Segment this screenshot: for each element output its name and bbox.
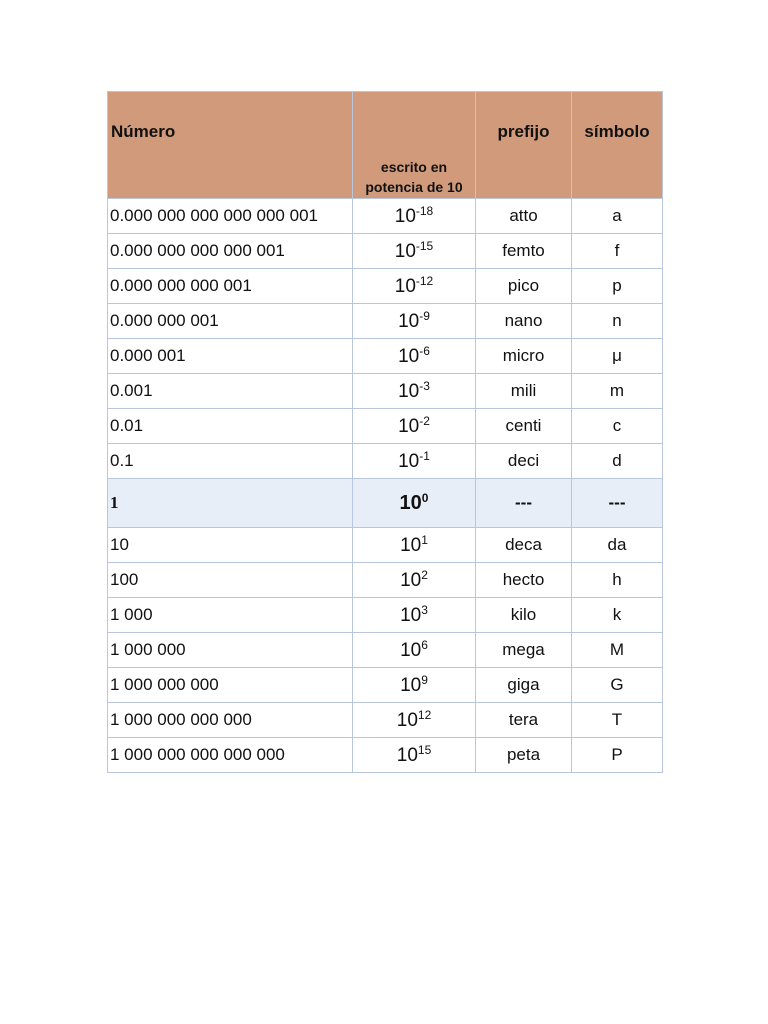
- table-row: [108, 633, 663, 668]
- cell-prefijo: mili: [476, 374, 572, 409]
- power-exponent: -12: [415, 274, 434, 288]
- cell-prefijo: tera: [476, 703, 572, 738]
- table-row: [108, 528, 663, 563]
- table-row: [108, 444, 663, 479]
- cell-simbolo: d: [572, 444, 663, 479]
- power-base: 10: [400, 640, 422, 661]
- cell-prefijo: deca: [476, 528, 572, 563]
- power-exponent: 9: [421, 673, 428, 687]
- power-exponent: 15: [417, 743, 432, 757]
- cell-prefijo: mega: [476, 633, 572, 668]
- cell-potencia: [353, 528, 476, 563]
- cell-prefijo: giga: [476, 668, 572, 703]
- cell-numero: 1 000 000 000 000: [108, 703, 353, 738]
- power-exponent: 2: [421, 568, 428, 582]
- cell-simbolo: da: [572, 528, 663, 563]
- cell-potencia: [353, 409, 476, 444]
- cell-numero: 1 000: [108, 598, 353, 633]
- cell-potencia: [353, 563, 476, 598]
- cell-prefijo: pico: [476, 269, 572, 304]
- power-base: 10: [394, 206, 416, 227]
- power-base: 10: [398, 381, 420, 402]
- table-row: [108, 199, 663, 234]
- cell-prefijo: hecto: [476, 563, 572, 598]
- table-body: [108, 199, 663, 773]
- cell-simbolo: n: [572, 304, 663, 339]
- cell-numero: 0.000 000 000 000 001: [108, 234, 353, 269]
- cell-simbolo: c: [572, 409, 663, 444]
- cell-potencia: [353, 199, 476, 234]
- power-exponent: 6: [421, 638, 428, 652]
- cell-numero: 0.01: [108, 409, 353, 444]
- cell-prefijo: nano: [476, 304, 572, 339]
- si-prefix-table: [107, 91, 663, 773]
- table-row: [108, 668, 663, 703]
- power-base: 10: [394, 241, 416, 262]
- power-exponent: 3: [421, 603, 428, 617]
- header-numero: Número: [108, 92, 353, 199]
- cell-prefijo: peta: [476, 738, 572, 773]
- cell-prefijo: centi: [476, 409, 572, 444]
- power-exponent: -15: [415, 239, 434, 253]
- table-row: [108, 409, 663, 444]
- cell-prefijo: micro: [476, 339, 572, 374]
- power-base: 10: [400, 570, 422, 591]
- cell-potencia: [353, 703, 476, 738]
- cell-potencia: [353, 633, 476, 668]
- cell-potencia: [353, 738, 476, 773]
- cell-numero: 0.000 000 000 000 000 001: [108, 199, 353, 234]
- cell-numero: 0.000 000 001: [108, 304, 353, 339]
- cell-potencia: [353, 479, 476, 528]
- cell-potencia: [353, 374, 476, 409]
- cell-numero: 1 000 000: [108, 633, 353, 668]
- table-row: [108, 304, 663, 339]
- cell-numero: 1: [108, 479, 353, 528]
- cell-numero: 10: [108, 528, 353, 563]
- power-exponent: 1: [421, 533, 428, 547]
- table-row: [108, 269, 663, 304]
- header-row: [108, 92, 663, 199]
- table-header: [108, 92, 663, 199]
- table-row: [108, 339, 663, 374]
- header-potencia: escrito en potencia de 10: [353, 92, 476, 199]
- cell-numero: 100: [108, 563, 353, 598]
- cell-potencia: [353, 304, 476, 339]
- cell-numero: 1 000 000 000: [108, 668, 353, 703]
- table-row: [108, 374, 663, 409]
- cell-potencia: [353, 444, 476, 479]
- cell-numero: 0.1: [108, 444, 353, 479]
- cell-potencia: [353, 668, 476, 703]
- cell-potencia: [353, 234, 476, 269]
- cell-prefijo: deci: [476, 444, 572, 479]
- cell-potencia: [353, 269, 476, 304]
- power-base: 10: [394, 276, 416, 297]
- cell-simbolo: k: [572, 598, 663, 633]
- cell-potencia: [353, 598, 476, 633]
- power-base: 10: [398, 416, 420, 437]
- table-row: [108, 598, 663, 633]
- cell-numero: 0.000 001: [108, 339, 353, 374]
- cell-simbolo: M: [572, 633, 663, 668]
- cell-simbolo: f: [572, 234, 663, 269]
- power-exponent: -6: [419, 344, 430, 358]
- header-simbolo: símbolo: [572, 92, 663, 199]
- power-exponent: -3: [419, 379, 430, 393]
- power-exponent: 12: [417, 708, 432, 722]
- cell-prefijo: kilo: [476, 598, 572, 633]
- power-exponent: -1: [419, 449, 430, 463]
- power-base: 10: [398, 311, 420, 332]
- cell-simbolo: P: [572, 738, 663, 773]
- power-base: 10: [400, 535, 422, 556]
- power-base: 10: [400, 605, 422, 626]
- cell-numero: 0.001: [108, 374, 353, 409]
- power-exponent: -18: [415, 204, 434, 218]
- cell-simbolo: T: [572, 703, 663, 738]
- power-base: 10: [400, 675, 422, 696]
- cell-potencia: [353, 339, 476, 374]
- cell-prefijo: femto: [476, 234, 572, 269]
- power-base: 10: [399, 492, 422, 514]
- header-prefijo: prefijo: [476, 92, 572, 199]
- table-row: [108, 563, 663, 598]
- cell-simbolo: ---: [572, 479, 663, 528]
- power-exponent: 0: [421, 491, 429, 505]
- power-base: 10: [396, 710, 418, 731]
- table-row: [108, 479, 663, 528]
- cell-numero: 0.000 000 000 001: [108, 269, 353, 304]
- cell-simbolo: a: [572, 199, 663, 234]
- cell-prefijo: atto: [476, 199, 572, 234]
- table-row: [108, 234, 663, 269]
- power-base: 10: [398, 346, 420, 367]
- power-exponent: -9: [419, 309, 430, 323]
- cell-simbolo: μ: [572, 339, 663, 374]
- cell-simbolo: p: [572, 269, 663, 304]
- cell-prefijo: ---: [476, 479, 572, 528]
- cell-simbolo: h: [572, 563, 663, 598]
- power-base: 10: [396, 745, 418, 766]
- cell-simbolo: m: [572, 374, 663, 409]
- cell-simbolo: G: [572, 668, 663, 703]
- table-row: [108, 738, 663, 773]
- cell-numero: 1 000 000 000 000 000: [108, 738, 353, 773]
- table-row: [108, 703, 663, 738]
- power-base: 10: [398, 451, 420, 472]
- power-exponent: -2: [419, 414, 430, 428]
